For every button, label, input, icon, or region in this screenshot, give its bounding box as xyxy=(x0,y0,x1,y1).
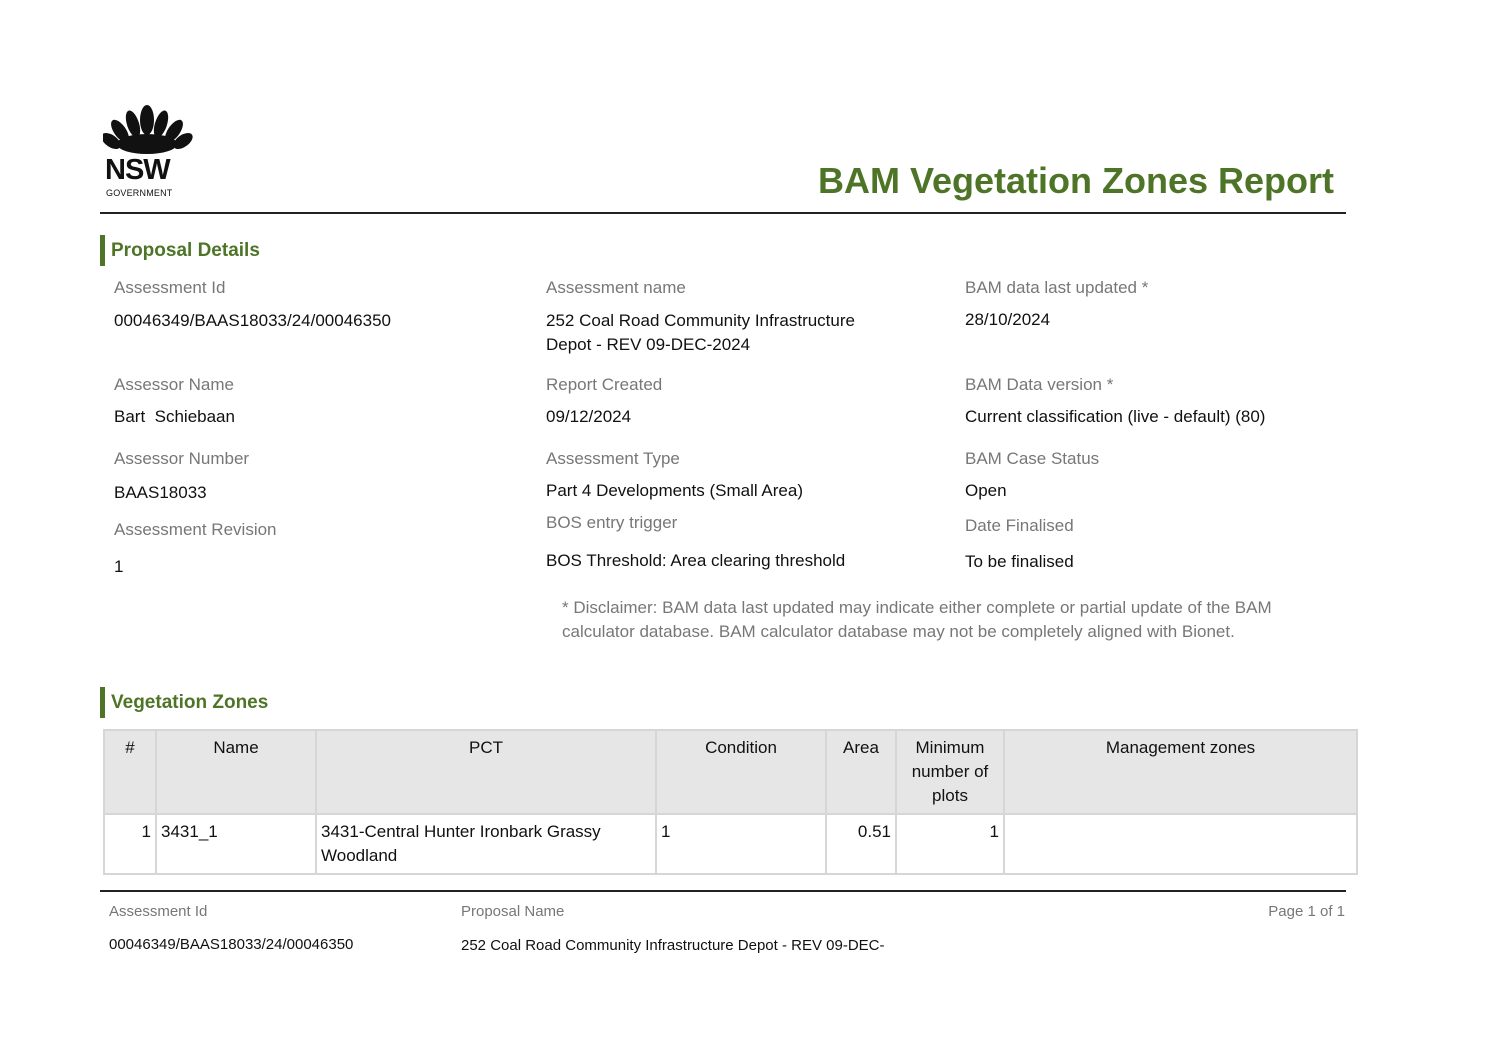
column-header-area: Area xyxy=(826,730,896,814)
bam-updated-value: 28/10/2024 xyxy=(965,310,1051,329)
cell-area: 0.51 xyxy=(826,814,896,874)
bos-trigger-label: BOS entry trigger xyxy=(546,513,678,532)
assessment-revision-label: Assessment Revision xyxy=(114,520,277,539)
header-divider xyxy=(100,212,1346,214)
logo-word: NSW xyxy=(105,154,170,186)
column-header-management-zones: Management zones xyxy=(1004,730,1357,814)
assessment-id-value: 00046349/BAAS18033/24/00046350 xyxy=(114,311,391,330)
cell-name: 3431_1 xyxy=(156,814,316,874)
assessment-type-value: Part 4 Developments (Small Area) xyxy=(546,481,803,500)
cell-pct: 3431-Central Hunter Ironbark Grassy Woodland xyxy=(316,814,656,874)
column-header-condition: Condition xyxy=(656,730,826,814)
column-header-number: # xyxy=(104,730,156,814)
assessment-name-label: Assessment name xyxy=(546,278,686,297)
footer-assessment-id-label: Assessment Id xyxy=(109,903,208,920)
footer-assessment-id-value: 00046349/BAAS18033/24/00046350 xyxy=(109,936,354,953)
date-finalised-label: Date Finalised xyxy=(965,516,1074,535)
assessment-name-value: 252 Coal Road Community Infrastructure Depot - REV 09-DEC-2024 xyxy=(546,311,855,354)
report-created-label: Report Created xyxy=(546,375,663,394)
footer-proposal-name-label: Proposal Name xyxy=(461,903,565,920)
date-finalised-value: To be finalised xyxy=(965,552,1074,571)
footer-divider xyxy=(100,890,1346,892)
assessment-id-label: Assessment Id xyxy=(114,278,226,297)
cell-number: 1 xyxy=(104,814,156,874)
column-header-min-plots: Minimum number of plots xyxy=(896,730,1004,814)
bam-version-label: BAM Data version * xyxy=(965,375,1114,394)
assessor-number-label: Assessor Number xyxy=(114,449,250,468)
vegetation-zones-heading: Vegetation Zones xyxy=(100,687,268,718)
vegetation-zones-table xyxy=(103,729,1358,875)
assessment-revision-value: 1 xyxy=(114,557,124,576)
report-created-value: 09/12/2024 xyxy=(546,407,632,426)
waratah-flower-icon xyxy=(103,104,193,156)
footer-proposal-name-value: 252 Coal Road Community Infrastructure Depot - REV 09-DEC- xyxy=(461,937,885,954)
proposal-details-heading: Proposal Details xyxy=(100,235,260,266)
bos-trigger-value: BOS Threshold: Area clearing threshold xyxy=(546,551,846,570)
cell-min-plots: 1 xyxy=(896,814,1004,874)
assessment-type-label: Assessment Type xyxy=(546,449,680,468)
logo-subtitle: GOVERNMENT xyxy=(106,188,173,198)
nsw-government-logo xyxy=(103,104,193,200)
cell-management-zones xyxy=(1004,814,1357,874)
bam-version-value: Current classification (live - default) (80) xyxy=(965,407,1266,426)
assessor-name-value: Bart Schiebaan xyxy=(114,407,235,426)
table-header-row xyxy=(104,730,1357,814)
case-status-label: BAM Case Status xyxy=(965,449,1100,468)
column-header-pct: PCT xyxy=(316,730,656,814)
assessor-name-label: Assessor Name xyxy=(114,375,234,394)
assessor-number-value: BAAS18033 xyxy=(114,483,207,502)
page-number: Page 1 of 1 xyxy=(1268,903,1345,920)
report-title: BAM Vegetation Zones Report xyxy=(817,160,1334,201)
case-status-value: Open xyxy=(965,481,1007,500)
bam-updated-label: BAM data last updated * xyxy=(965,278,1149,297)
table-row xyxy=(104,814,1357,874)
column-header-name: Name xyxy=(156,730,316,814)
cell-condition: 1 xyxy=(656,814,826,874)
disclaimer-text: * Disclaimer: BAM data last updated may indicate either complete or partial update of the BAM calculator database. BAM calculator database may not be completely aligned with Bionet. xyxy=(562,598,1272,641)
